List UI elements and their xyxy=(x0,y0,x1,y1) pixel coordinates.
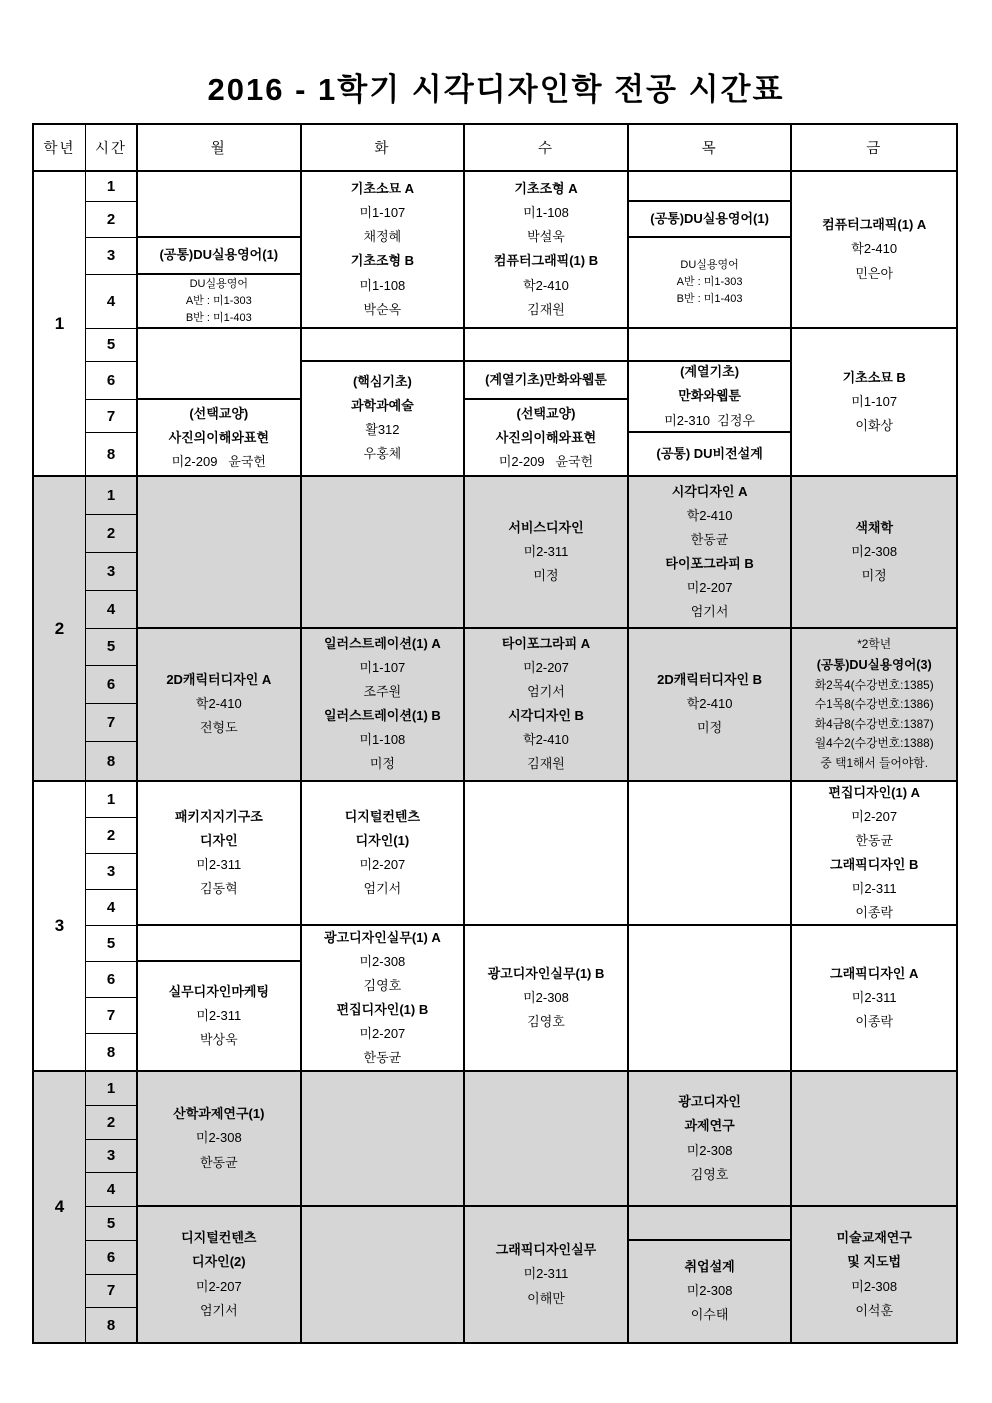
timetable-cell xyxy=(465,329,629,362)
timetable-cell xyxy=(792,629,956,781)
cell-line: 편집디자인(1) B xyxy=(336,1002,429,1017)
cell-line: 이종락 xyxy=(855,1014,894,1030)
cell-line: 박설욱 xyxy=(527,229,565,245)
col-header-day-thu: 목 xyxy=(629,125,793,170)
cell-line: 미1-108 xyxy=(359,277,406,293)
cell-line: 광고디자인실무(1) A xyxy=(323,929,441,945)
cell-line: 및 지도법 xyxy=(847,1254,902,1270)
cell-line: 컴퓨터그래픽(1) A xyxy=(822,217,927,233)
timetable-cell xyxy=(629,1072,793,1207)
period-label: 1 xyxy=(86,172,138,202)
timetable-cell xyxy=(465,1072,629,1207)
year-band-3 xyxy=(34,782,956,1072)
cell-line: 활312 xyxy=(365,422,400,438)
period-label: 3 xyxy=(86,854,138,890)
period-label: 5 xyxy=(86,629,138,667)
cell-line: 엄기서 xyxy=(527,684,565,700)
timetable-cell xyxy=(302,477,466,629)
cell-line: 한동균 xyxy=(690,531,729,547)
cell-line: 그래픽디자인 A xyxy=(830,965,919,981)
cell-line: 미정 xyxy=(369,756,395,772)
timetable-cell xyxy=(138,782,302,926)
cell-line: 학2-410 xyxy=(523,277,569,293)
period-label: 5 xyxy=(86,1207,138,1241)
period-label: 5 xyxy=(86,926,138,962)
cell-line: 2D캐릭터디자인 B xyxy=(657,672,763,688)
cell-line: 미2-308 xyxy=(686,1142,733,1158)
cell-line: 미2-311 xyxy=(851,881,897,897)
cell-line: 미2-311 xyxy=(523,543,569,559)
cell-line: 디지털컨텐츠 xyxy=(344,808,421,824)
period-label: 7 xyxy=(86,1275,138,1309)
cell-line: 서비스디자인 xyxy=(508,519,584,535)
cell-line: *2학년 xyxy=(857,637,892,652)
cell-line: 중 택1해서 들어야함. xyxy=(820,755,928,770)
cell-line: 미2-207 xyxy=(195,1278,242,1294)
cell-line: (선택교양) xyxy=(516,405,576,421)
period-label: 7 xyxy=(86,998,138,1034)
timetable-cell xyxy=(138,1072,302,1207)
timetable-cell xyxy=(302,1207,466,1342)
timetable-cell xyxy=(629,172,793,202)
timetable-cell xyxy=(302,329,466,362)
year-band-1 xyxy=(34,172,956,477)
cell-line: 월4수2(수강번호:1388) xyxy=(814,736,934,751)
timetable-cell xyxy=(465,477,629,629)
cell-line: (공통)DU실용영어(1) xyxy=(159,247,279,263)
cell-line: 김재원 xyxy=(527,301,565,317)
year-band-4 xyxy=(34,1072,956,1342)
period-label: 7 xyxy=(86,704,138,742)
period-label: 3 xyxy=(86,1140,138,1174)
cell-line: 이종락 xyxy=(855,905,894,921)
timetable-cell xyxy=(138,629,302,781)
cell-line: 학2-410 xyxy=(851,241,898,257)
timetable-cell xyxy=(629,1241,793,1342)
period-label: 5 xyxy=(86,329,138,362)
period-label: 1 xyxy=(86,1072,138,1106)
col-header-day-mon: 월 xyxy=(138,125,302,170)
cell-line: 김영호 xyxy=(363,977,402,993)
timetable-cell xyxy=(302,782,466,926)
cell-line: 미2-207 xyxy=(851,808,898,824)
col-header-day-fri: 금 xyxy=(866,141,883,157)
cell-line: A반 : 미1-303 xyxy=(185,294,252,307)
cell-line: 미2-308 xyxy=(851,1278,898,1294)
cell-line: A반 : 미1-303 xyxy=(676,275,743,288)
cell-line: 기초소묘 A xyxy=(350,181,414,197)
cell-line: 타이포그라피 A xyxy=(501,636,591,652)
cell-line: 한동균 xyxy=(363,1050,402,1066)
cell-line: 학2-410 xyxy=(686,507,733,523)
timetable-cell xyxy=(302,926,466,1070)
timetable-cell xyxy=(465,400,629,475)
timetable-cell xyxy=(465,782,629,926)
period-label: 6 xyxy=(86,666,138,704)
cell-line: 이수태 xyxy=(690,1307,729,1323)
period-label: 2 xyxy=(86,1106,138,1140)
cell-line: 미2-308 xyxy=(195,1130,242,1146)
cell-line: 광고디자인실무(1) B xyxy=(487,965,605,981)
cell-line: 미2-308 xyxy=(523,989,569,1005)
timetable-cell xyxy=(792,477,956,629)
timetable-cell xyxy=(465,926,629,1070)
timetable-cell xyxy=(629,238,793,329)
timetable-cell xyxy=(629,202,793,238)
cell-line: 패키지지기구조 xyxy=(174,808,263,824)
timetable-cell xyxy=(465,629,629,781)
year-label: 2 xyxy=(34,477,86,780)
cell-line: 수1목8(수강번호:1386) xyxy=(814,697,934,712)
col-header-day-tue: 화 xyxy=(302,125,466,170)
period-label: 4 xyxy=(86,1173,138,1207)
timetable-cell xyxy=(302,629,466,781)
period-label: 4 xyxy=(86,591,138,629)
cell-line: 디자인 xyxy=(199,832,238,848)
period-label: 4 xyxy=(86,890,138,926)
cell-line: 일러스트레이션(1) A xyxy=(323,636,441,652)
cell-line: 미2-308 xyxy=(686,1283,733,1299)
timetable-cell xyxy=(138,926,302,962)
cell-line: 학2-410 xyxy=(523,732,569,748)
year-band-2 xyxy=(34,477,956,782)
timetable-cell xyxy=(138,238,302,276)
cell-line: 김동혁 xyxy=(199,881,238,897)
cell-line: 이화상 xyxy=(855,418,894,433)
cell-line: 색채학 xyxy=(855,519,894,535)
timetable-cell xyxy=(138,275,302,329)
cell-line: (계열기초)만화와웹툰 xyxy=(485,372,607,388)
timetable-cell xyxy=(629,629,793,781)
cell-line: 학2-410 xyxy=(686,696,733,712)
cell-line: 엄기서 xyxy=(199,1302,238,1318)
cell-line: 미2-207 xyxy=(523,660,569,676)
cell-line: 미정 xyxy=(861,567,887,583)
timetable-cell xyxy=(465,172,629,329)
cell-line: 시각디자인 A xyxy=(671,483,748,499)
cell-line: 디자인(1) xyxy=(355,832,410,848)
timetable-cell xyxy=(629,477,793,629)
cell-line: (공통)DU실용영어(3) xyxy=(816,657,932,672)
cell-line: B반 : 미1-403 xyxy=(676,292,743,305)
timetable-cell xyxy=(629,329,793,362)
cell-line: 사진의이해와표현 xyxy=(168,429,270,445)
cell-line: 학2-410 xyxy=(195,696,242,712)
cell-line: 미1-108 xyxy=(523,205,569,221)
cell-line: 박상욱 xyxy=(199,1032,238,1048)
cell-line: 엄기서 xyxy=(690,603,729,619)
col-header-year: 학년 xyxy=(34,125,86,170)
cell-line: 미정 xyxy=(533,567,559,583)
timetable xyxy=(32,123,958,1344)
cell-line: 채정혜 xyxy=(363,229,402,245)
cell-line: 미2-311 xyxy=(196,1007,242,1023)
cell-line: 편집디자인(1) A xyxy=(828,784,921,800)
col-header-day-wed: 수 xyxy=(465,125,629,170)
year-label: 4 xyxy=(34,1072,86,1342)
timetable-cell xyxy=(138,477,302,629)
cell-line: 이석훈 xyxy=(855,1302,894,1318)
cell-line: 조주원 xyxy=(363,684,402,700)
timetable-cell xyxy=(138,329,302,401)
period-label: 6 xyxy=(86,362,138,401)
header-row xyxy=(34,125,956,172)
timetable-cell xyxy=(792,172,956,329)
period-label: 7 xyxy=(86,400,138,433)
cell-line: 미1-107 xyxy=(359,660,406,676)
cell-line: 기초조형 B xyxy=(350,253,414,269)
timetable-cell xyxy=(629,362,793,434)
cell-line: 김영호 xyxy=(690,1166,729,1182)
period-label: 6 xyxy=(86,962,138,998)
period-label: 6 xyxy=(86,1241,138,1275)
cell-line: 미1-108 xyxy=(359,732,406,748)
cell-line: 미정 xyxy=(697,720,723,736)
cell-line: 디지털컨텐츠 xyxy=(181,1230,257,1246)
timetable-cell xyxy=(629,782,793,926)
period-label: 1 xyxy=(86,477,138,515)
cell-line: 일러스트레이션(1) B xyxy=(323,708,441,724)
cell-line: (공통) DU비전설계 xyxy=(656,446,763,462)
timetable-cell xyxy=(465,362,629,401)
cell-line: (공통)DU실용영어(1) xyxy=(650,210,769,226)
timetable-cell xyxy=(792,782,956,926)
cell-line: 김재원 xyxy=(527,756,565,772)
period-label: 8 xyxy=(86,1034,138,1070)
cell-line: 미2-311 xyxy=(851,989,897,1005)
cell-line: 과제연구 xyxy=(684,1118,735,1134)
cell-line: 미2-311 xyxy=(523,1266,569,1282)
cell-line: (선택교양) xyxy=(189,405,249,421)
period-label: 4 xyxy=(86,275,138,329)
timetable-cell xyxy=(302,1072,466,1207)
cell-line: 광고디자인 xyxy=(678,1094,741,1110)
period-label: 2 xyxy=(86,202,138,238)
year-label: 3 xyxy=(34,782,86,1070)
cell-line: 미술교재연구 xyxy=(836,1230,912,1246)
cell-line: 화2목4(수강번호:1385) xyxy=(814,677,934,692)
timetable-cell xyxy=(629,926,793,1070)
cell-line: DU실용영어 xyxy=(189,277,248,290)
cell-line: 미2-308 xyxy=(851,543,898,559)
period-label: 8 xyxy=(86,742,138,780)
cell-line: 사진의이해와표현 xyxy=(495,429,597,445)
timetable-cell xyxy=(629,1207,793,1241)
cell-line: 2D캐릭터디자인 A xyxy=(166,672,272,688)
timetable-cell xyxy=(138,1207,302,1342)
cell-line: 그래픽디자인 B xyxy=(830,857,919,872)
timetable-cell xyxy=(465,1207,629,1342)
cell-line: 전형도 xyxy=(199,720,238,736)
cell-line: 미2-209 윤국헌 xyxy=(171,453,266,469)
period-label: 3 xyxy=(86,238,138,276)
period-label: 8 xyxy=(86,1308,138,1342)
timetable-cell xyxy=(302,172,466,329)
period-label: 3 xyxy=(86,553,138,591)
period-label: 8 xyxy=(86,433,138,475)
cell-line: 산학과제연구(1) xyxy=(173,1106,265,1122)
cell-line: 미2-308 xyxy=(359,953,406,969)
cell-line: 민은아 xyxy=(855,265,894,281)
timetable-cell xyxy=(792,1207,956,1342)
cell-line: 컴퓨터그래픽(1) B xyxy=(493,253,599,269)
cell-line: 우홍체 xyxy=(363,446,402,462)
cell-line: 미2-310 김정우 xyxy=(664,412,755,428)
cell-line: 기초소묘 B xyxy=(842,369,906,385)
cell-line: 만화와웹툰 xyxy=(678,388,741,404)
cell-line: (핵심기초) xyxy=(352,374,412,390)
timetable-cell xyxy=(792,1072,956,1207)
cell-line: 미2-207 xyxy=(359,857,406,872)
period-label: 2 xyxy=(86,515,138,553)
period-label: 2 xyxy=(86,818,138,854)
cell-line: 미1-107 xyxy=(359,205,406,221)
cell-line: 취업설계 xyxy=(684,1259,735,1275)
cell-line: 화4금8(수강번호:1387) xyxy=(814,716,934,731)
timetable-cell xyxy=(138,400,302,475)
timetable-cell xyxy=(629,433,793,475)
timetable-cell xyxy=(792,926,956,1070)
cell-line: 한동균 xyxy=(855,832,894,848)
cell-line: 엄기서 xyxy=(363,881,402,897)
cell-line: 그래픽디자인실무 xyxy=(495,1242,597,1258)
cell-line: 미1-107 xyxy=(851,393,898,409)
page-title: 2016 - 1학기 시각디자인학 전공 시간표 xyxy=(207,72,785,107)
cell-line: 한동균 xyxy=(199,1154,238,1170)
cell-line: 실무디자인마케팅 xyxy=(168,983,270,999)
cell-line: 미2-207 xyxy=(686,579,733,595)
cell-line: 시각디자인 B xyxy=(508,708,584,724)
year-label: 1 xyxy=(34,172,86,475)
timetable-cell xyxy=(792,329,956,475)
cell-line: 과학과예술 xyxy=(350,398,414,414)
cell-line: 이해만 xyxy=(527,1290,565,1306)
cell-line: 미2-209 윤국헌 xyxy=(498,453,594,469)
cell-line: 타이포그라피 B xyxy=(665,555,754,571)
cell-line: DU실용영어 xyxy=(680,258,739,271)
cell-line: 미2-207 xyxy=(359,1026,406,1042)
timetable-cell xyxy=(302,362,466,475)
timetable-cell xyxy=(138,962,302,1070)
cell-line: 김영호 xyxy=(527,1014,565,1030)
cell-line: 디자인(2) xyxy=(192,1254,246,1270)
timetable-cell xyxy=(138,172,302,238)
cell-line: 박순옥 xyxy=(363,301,402,317)
cell-line: B반 : 미1-403 xyxy=(185,311,252,324)
period-label: 1 xyxy=(86,782,138,818)
cell-line: 기초조형 A xyxy=(514,181,578,197)
cell-line: 미2-311 xyxy=(196,857,242,872)
cell-line: (계열기초) xyxy=(680,364,740,380)
col-header-time: 시간 xyxy=(86,125,138,170)
